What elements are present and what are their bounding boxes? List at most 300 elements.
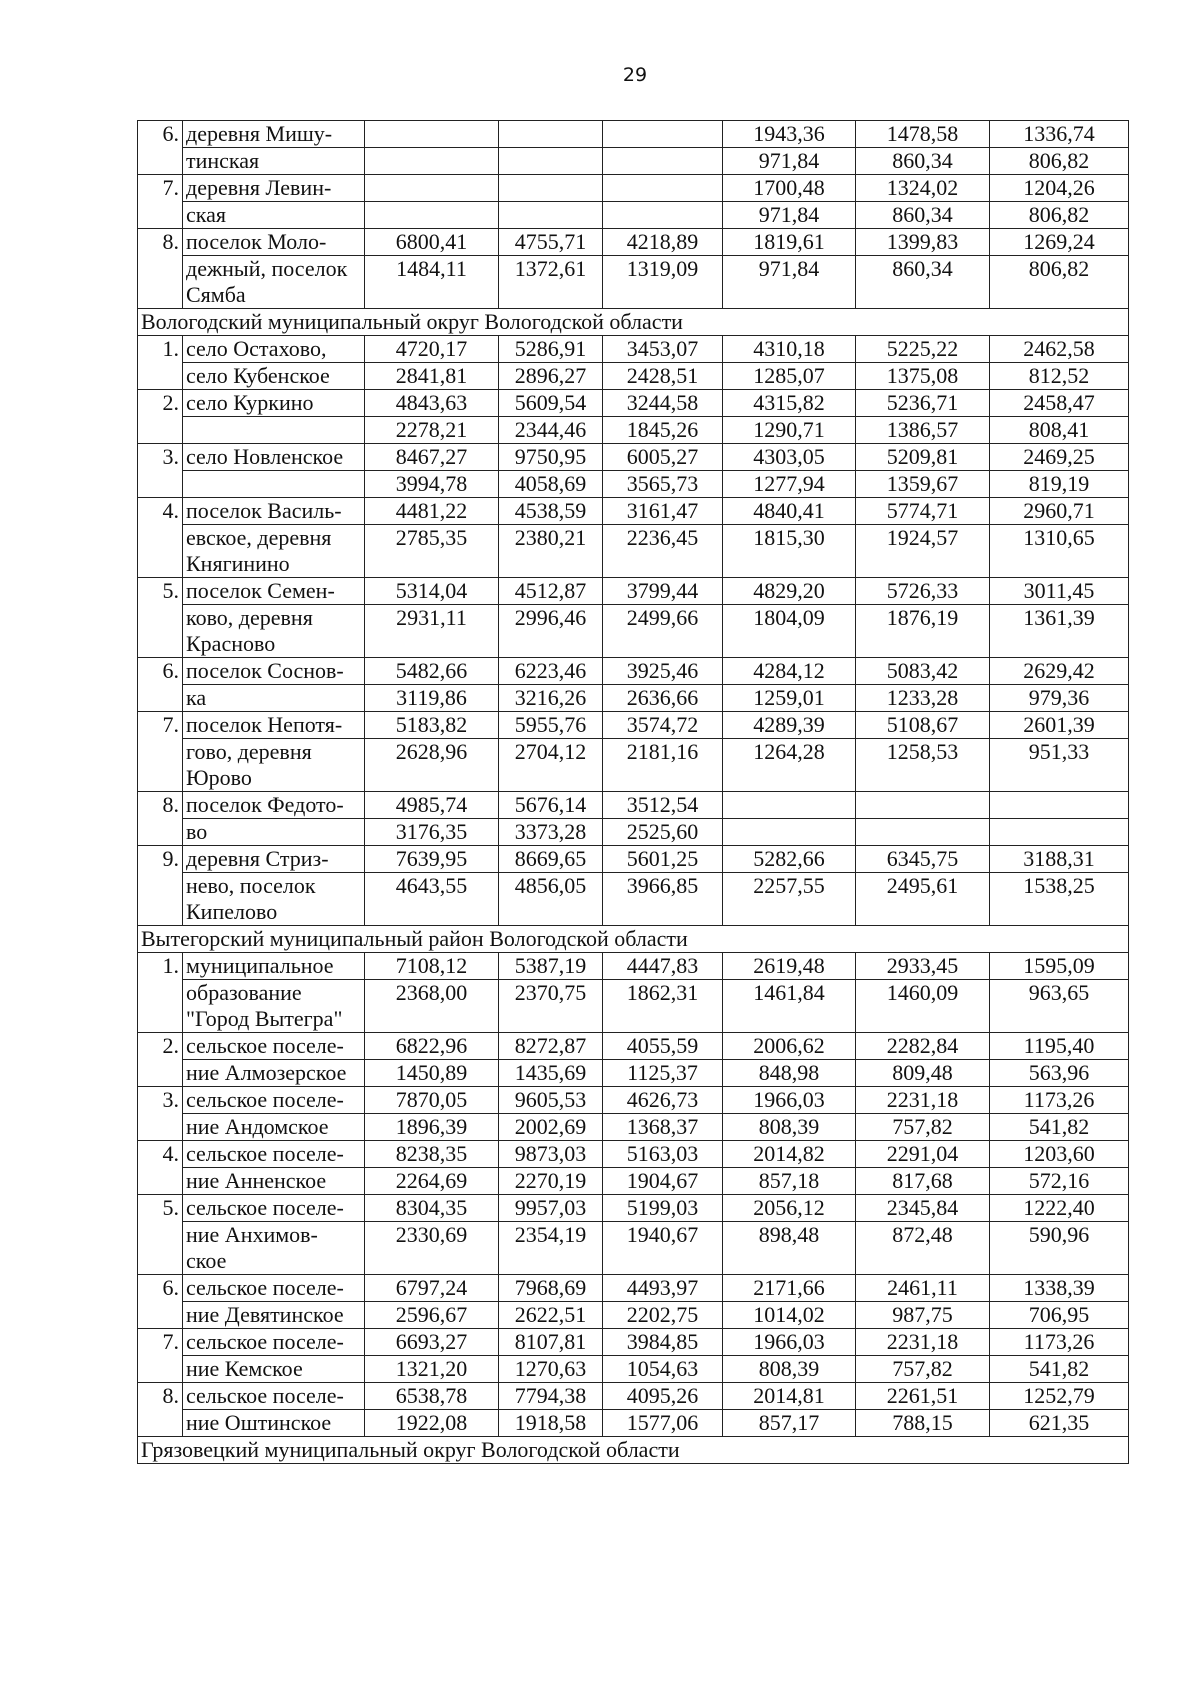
value-cell: 6797,24 [365,1275,499,1302]
settlement-name [183,739,365,792]
value-cell: 5955,76 [499,712,603,739]
value-cell: 6822,96 [365,1033,499,1060]
value-cell: 857,17 [723,1410,856,1437]
row-number: 7. [138,175,183,229]
table-row [138,1356,1129,1383]
settlement-name-line: ние Алмозерское [186,1060,347,1085]
value-cell: 1324,02 [856,175,990,202]
value-cell: 4512,87 [499,578,603,605]
value-cell: 5609,54 [499,390,603,417]
value-cell: 809,48 [856,1060,990,1087]
value-cell: 2282,84 [856,1033,990,1060]
settlement-name [183,1222,365,1275]
value-cell: 2380,21 [499,525,603,578]
settlement-name [183,1195,365,1222]
value-cell: 1368,37 [603,1114,723,1141]
value-cell: 572,16 [990,1168,1129,1195]
table-row [138,1141,1129,1168]
settlement-name-line: гово, деревня [186,739,312,764]
value-cell: 2628,96 [365,739,499,792]
value-cell: 3119,86 [365,685,499,712]
settlement-name-line: Кипелово [186,899,278,924]
settlement-name-line: ка [186,685,207,710]
value-cell: 1918,58 [499,1410,603,1437]
section-row [138,309,1129,336]
value-cell: 3966,85 [603,873,723,926]
value-cell: 1264,28 [723,739,856,792]
value-cell: 1125,37 [603,1060,723,1087]
settlement-name [183,1410,365,1437]
section-title: Вытегорский муниципальный район Вологодской области [138,926,1129,953]
value-cell: 2428,51 [603,363,723,390]
value-cell: 5387,19 [499,953,603,980]
value-cell: 2354,19 [499,1222,603,1275]
value-cell: 9873,03 [499,1141,603,1168]
value-cell: 9957,03 [499,1195,603,1222]
value-cell: 6693,27 [365,1329,499,1356]
table-row [138,121,1129,148]
value-cell: 4284,12 [723,658,856,685]
row-number: 1. [138,336,183,390]
row-number: 8. [138,229,183,309]
value-cell: 971,84 [723,202,856,229]
settlement-name-line: дежный, поселок [186,256,348,281]
value-cell: 1876,19 [856,605,990,658]
value-cell: 2619,48 [723,953,856,980]
settlement-name-line: поселок Федото- [186,792,344,817]
value-cell: 4755,71 [499,229,603,256]
value-cell: 2495,61 [856,873,990,926]
settlement-name [183,525,365,578]
value-cell [365,175,499,202]
table-row [138,1033,1129,1060]
value-cell: 2368,00 [365,980,499,1033]
value-cell: 806,82 [990,256,1129,309]
value-cell: 8467,27 [365,444,499,471]
settlement-name [183,1168,365,1195]
settlement-name-line: сельское поселе- [186,1033,344,1058]
value-cell: 898,48 [723,1222,856,1275]
settlement-name-line: ское [186,1248,227,1273]
settlement-name [183,1087,365,1114]
value-cell: 1310,65 [990,525,1129,578]
value-cell: 1804,09 [723,605,856,658]
settlement-name [183,1356,365,1383]
table-row [138,819,1129,846]
settlement-name [183,1329,365,1356]
value-cell: 1478,58 [856,121,990,148]
value-cell [723,792,856,819]
settlement-name-line: деревня Левин- [186,175,332,200]
settlement-name-line: Юрово [186,765,252,790]
value-cell: 971,84 [723,148,856,175]
value-cell: 1054,63 [603,1356,723,1383]
settlement-name-line: Княгинино [186,551,290,576]
value-cell: 1896,39 [365,1114,499,1141]
table-row [138,256,1129,309]
value-cell: 3216,26 [499,685,603,712]
settlement-name-line: ние Анхимов- [186,1222,318,1247]
settlement-name [183,819,365,846]
value-cell: 4985,74 [365,792,499,819]
settlement-name [183,658,365,685]
table-row [138,1195,1129,1222]
settlement-name [183,1383,365,1410]
row-number: 4. [138,498,183,578]
value-cell: 4058,69 [499,471,603,498]
value-cell [990,819,1129,846]
table-row [138,953,1129,980]
value-cell: 1922,08 [365,1410,499,1437]
settlement-name-line: евское, деревня [186,525,332,550]
table-row [138,1060,1129,1087]
value-cell: 5482,66 [365,658,499,685]
settlement-name-line: сельское поселе- [186,1383,344,1408]
value-cell: 963,65 [990,980,1129,1033]
value-cell: 6800,41 [365,229,499,256]
value-cell: 5183,82 [365,712,499,739]
value-cell: 1940,67 [603,1222,723,1275]
settlement-name-line: сельское поселе- [186,1329,344,1354]
value-cell: 2264,69 [365,1168,499,1195]
value-cell: 5286,91 [499,336,603,363]
row-number: 6. [138,121,183,175]
section-title: Вологодский муниципальный округ Вологодской области [138,309,1129,336]
value-cell: 2291,04 [856,1141,990,1168]
table-row [138,578,1129,605]
table-row [138,1275,1129,1302]
value-cell: 2596,67 [365,1302,499,1329]
settlement-name [183,148,365,175]
table-row [138,417,1129,444]
value-cell: 8272,87 [499,1033,603,1060]
value-cell: 1700,48 [723,175,856,202]
settlement-name-line: ние Кемское [186,1356,303,1381]
value-cell: 808,39 [723,1356,856,1383]
settlement-name-line: ние Анненское [186,1168,327,1193]
value-cell: 3574,72 [603,712,723,739]
table-row [138,1087,1129,1114]
settlement-name-line: поселок Василь- [186,498,342,523]
value-cell: 951,33 [990,739,1129,792]
value-cell: 1386,57 [856,417,990,444]
value-cell: 7639,95 [365,846,499,873]
value-cell: 2345,84 [856,1195,990,1222]
row-number: 5. [138,578,183,658]
table-row [138,1222,1129,1275]
value-cell: 1966,03 [723,1087,856,1114]
settlement-name [183,498,365,525]
value-cell: 1173,26 [990,1329,1129,1356]
value-cell: 2171,66 [723,1275,856,1302]
value-cell: 706,95 [990,1302,1129,1329]
table-row [138,846,1129,873]
value-cell: 2896,27 [499,363,603,390]
value-cell: 1461,84 [723,980,856,1033]
settlement-name [183,363,365,390]
value-cell: 3799,44 [603,578,723,605]
settlement-name-line: ние Девятинское [186,1302,344,1327]
value-cell: 4310,18 [723,336,856,363]
table-row [138,498,1129,525]
settlement-name [183,202,365,229]
table-row [138,1410,1129,1437]
value-cell: 2270,19 [499,1168,603,1195]
section-row [138,1437,1129,1464]
value-cell [499,121,603,148]
value-cell: 7870,05 [365,1087,499,1114]
value-cell: 4840,41 [723,498,856,525]
value-cell: 6005,27 [603,444,723,471]
value-cell: 1270,63 [499,1356,603,1383]
value-cell: 2231,18 [856,1329,990,1356]
value-cell: 3373,28 [499,819,603,846]
table-row [138,336,1129,363]
value-cell: 1252,79 [990,1383,1129,1410]
value-cell [603,148,723,175]
value-cell: 812,52 [990,363,1129,390]
value-cell: 8304,35 [365,1195,499,1222]
value-cell: 4095,26 [603,1383,723,1410]
value-cell: 4538,59 [499,498,603,525]
value-cell: 2458,47 [990,390,1129,417]
row-number: 6. [138,658,183,712]
value-cell [499,202,603,229]
settlement-name [183,953,365,980]
value-cell: 1943,36 [723,121,856,148]
value-cell: 860,34 [856,148,990,175]
value-cell: 1399,83 [856,229,990,256]
table-row [138,175,1129,202]
value-cell: 1361,39 [990,605,1129,658]
value-cell: 5108,67 [856,712,990,739]
value-cell: 4218,89 [603,229,723,256]
settlement-name-line: село Кубенское [186,363,330,388]
row-number: 3. [138,1087,183,1141]
settlement-name [183,336,365,363]
settlement-name [183,846,365,873]
value-cell [990,792,1129,819]
settlement-name-line: ние Оштинское [186,1410,332,1435]
value-cell [723,819,856,846]
value-cell: 1321,20 [365,1356,499,1383]
value-cell: 8107,81 [499,1329,603,1356]
table-row [138,1302,1129,1329]
table-row [138,658,1129,685]
value-cell: 987,75 [856,1302,990,1329]
value-cell: 1285,07 [723,363,856,390]
value-cell [365,202,499,229]
settlement-name-line: сельское поселе- [186,1087,344,1112]
value-cell: 1233,28 [856,685,990,712]
value-cell: 2461,11 [856,1275,990,1302]
table-row [138,229,1129,256]
settlement-name [183,390,365,417]
value-cell: 2469,25 [990,444,1129,471]
table-row [138,792,1129,819]
settlement-name-line: нево, поселок [186,873,316,898]
settlement-name [183,1033,365,1060]
value-cell: 979,36 [990,685,1129,712]
value-cell: 1845,26 [603,417,723,444]
table-row [138,685,1129,712]
value-cell: 8669,65 [499,846,603,873]
value-cell [365,148,499,175]
value-cell: 5209,81 [856,444,990,471]
value-cell: 1595,09 [990,953,1129,980]
value-cell: 1203,60 [990,1141,1129,1168]
value-cell: 757,82 [856,1356,990,1383]
settlement-name-line: поселок Непотя- [186,712,343,737]
table-row [138,444,1129,471]
value-cell: 1336,74 [990,121,1129,148]
settlement-name [183,471,365,498]
value-cell: 563,96 [990,1060,1129,1087]
page-number: 29 [622,64,648,86]
settlement-name [183,1275,365,1302]
value-cell: 817,68 [856,1168,990,1195]
value-cell: 6538,78 [365,1383,499,1410]
value-cell: 2056,12 [723,1195,856,1222]
value-cell: 2622,51 [499,1302,603,1329]
settlement-name-line: поселок Семен- [186,578,335,603]
value-cell: 1862,31 [603,980,723,1033]
value-cell: 1819,61 [723,229,856,256]
value-cell: 7968,69 [499,1275,603,1302]
value-cell: 5774,71 [856,498,990,525]
settlement-name-line: ская [186,202,227,227]
settlement-name-line: село Новленское [186,444,344,469]
table-row [138,1329,1129,1356]
value-cell: 4481,22 [365,498,499,525]
value-cell: 6345,75 [856,846,990,873]
value-cell: 1338,39 [990,1275,1129,1302]
value-cell: 4303,05 [723,444,856,471]
table-row [138,1168,1129,1195]
section-row [138,926,1129,953]
value-cell: 3244,58 [603,390,723,417]
value-cell: 3984,85 [603,1329,723,1356]
settlement-name-line: сельское поселе- [186,1195,344,1220]
settlement-name [183,1060,365,1087]
value-cell: 541,82 [990,1356,1129,1383]
value-cell: 1269,24 [990,229,1129,256]
value-cell: 4289,39 [723,712,856,739]
value-cell: 1258,53 [856,739,990,792]
settlement-name-line: Красново [186,631,276,656]
value-cell: 2014,81 [723,1383,856,1410]
table-row [138,739,1129,792]
value-cell: 757,82 [856,1114,990,1141]
value-cell: 4055,59 [603,1033,723,1060]
settlement-name [183,1302,365,1329]
settlement-name-line: ние Андомское [186,1114,329,1139]
value-cell: 806,82 [990,202,1129,229]
value-cell: 4720,17 [365,336,499,363]
table-row [138,390,1129,417]
value-cell: 1484,11 [365,256,499,309]
value-cell: 872,48 [856,1222,990,1275]
value-cell: 1222,40 [990,1195,1129,1222]
value-cell: 2933,45 [856,953,990,980]
settlement-name-line: во [186,819,208,844]
value-cell: 1359,67 [856,471,990,498]
section-title: Грязовецкий муниципальный округ Вологодской области [138,1437,1129,1464]
value-cell: 1435,69 [499,1060,603,1087]
value-cell: 1372,61 [499,256,603,309]
value-cell: 1904,67 [603,1168,723,1195]
value-cell: 2261,51 [856,1383,990,1410]
value-cell [499,175,603,202]
row-number: 3. [138,444,183,498]
row-number: 8. [138,1383,183,1437]
value-cell: 7108,12 [365,953,499,980]
value-cell: 806,82 [990,148,1129,175]
value-cell: 1375,08 [856,363,990,390]
settlement-name [183,256,365,309]
value-cell: 5726,33 [856,578,990,605]
value-cell: 5236,71 [856,390,990,417]
value-cell [603,175,723,202]
table-row [138,1383,1129,1410]
value-cell: 2525,60 [603,819,723,846]
value-cell: 2330,69 [365,1222,499,1275]
value-cell: 1538,25 [990,873,1129,926]
value-cell [365,121,499,148]
value-cell: 2841,81 [365,363,499,390]
row-number: 9. [138,846,183,926]
value-cell: 2704,12 [499,739,603,792]
value-cell: 4493,97 [603,1275,723,1302]
value-cell: 2231,18 [856,1087,990,1114]
row-number: 5. [138,1195,183,1275]
value-cell: 2931,11 [365,605,499,658]
value-cell: 1966,03 [723,1329,856,1356]
settlement-name-line: сельское поселе- [186,1141,344,1166]
value-cell: 1290,71 [723,417,856,444]
value-cell: 2014,82 [723,1141,856,1168]
value-cell: 3188,31 [990,846,1129,873]
row-number: 1. [138,953,183,1033]
table-row [138,1114,1129,1141]
value-cell: 541,82 [990,1114,1129,1141]
value-cell: 5083,42 [856,658,990,685]
value-cell: 2202,75 [603,1302,723,1329]
settlement-name [183,1141,365,1168]
settlement-name-line: ково, деревня [186,605,313,630]
value-cell: 6223,46 [499,658,603,685]
settlement-name [183,175,365,202]
value-cell: 5163,03 [603,1141,723,1168]
value-cell: 1014,02 [723,1302,856,1329]
value-cell: 2257,55 [723,873,856,926]
settlement-name-line: деревня Мишу- [186,121,333,146]
value-cell: 5225,22 [856,336,990,363]
value-cell: 2960,71 [990,498,1129,525]
value-cell: 1319,09 [603,256,723,309]
value-cell: 3512,54 [603,792,723,819]
value-cell [856,792,990,819]
settlement-name [183,578,365,605]
value-cell: 2636,66 [603,685,723,712]
value-cell: 1204,26 [990,175,1129,202]
settlement-name [183,685,365,712]
value-cell: 2601,39 [990,712,1129,739]
table-row [138,471,1129,498]
value-cell: 2629,42 [990,658,1129,685]
value-cell: 2785,35 [365,525,499,578]
table-row [138,605,1129,658]
